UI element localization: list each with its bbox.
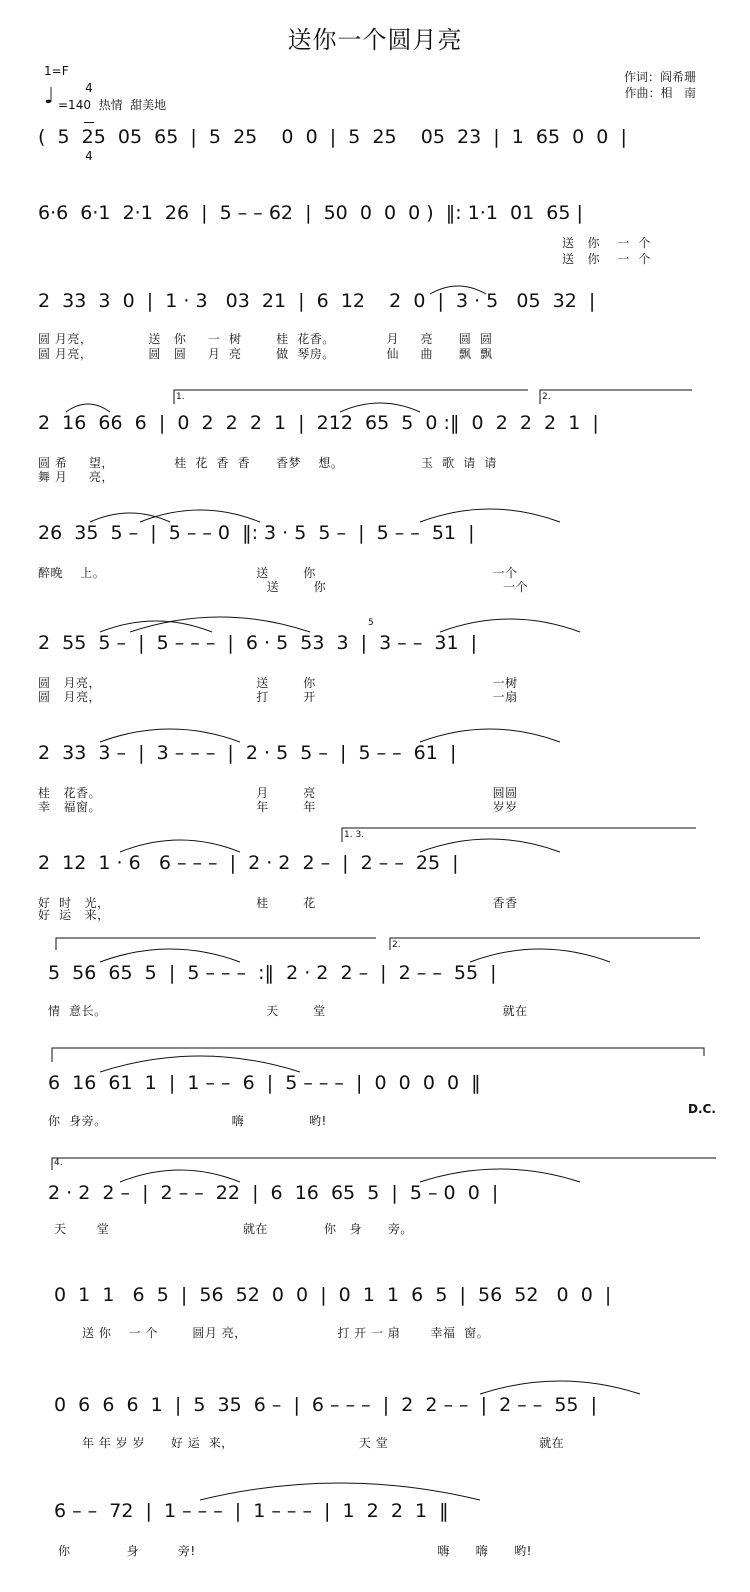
lyric-line: 送 你 一个	[38, 580, 529, 594]
lyric-line: 醉晚 上。 送 你 一个	[38, 566, 518, 580]
page-title: 送你一个圆月亮	[287, 26, 463, 54]
volta-label: 2.	[392, 940, 401, 950]
lyric-line: 年 年 岁 岁 好 运 来， 天 堂 就在	[82, 1436, 565, 1450]
slur	[100, 1056, 300, 1072]
volta-bracket	[52, 1048, 704, 1062]
volta-bracket	[390, 938, 700, 950]
lyric-line: 幸 福窗。 年 年 岁岁	[38, 800, 518, 814]
lyric-line: 送 你 一 个 圆月 亮， 打 开 一 扇 幸福 窗。	[82, 1326, 490, 1340]
notation-line: 2 · 2 2 – | 2 – – 22 | 6 16 65 5 | 5 – 0 0 |	[48, 1182, 499, 1204]
slur	[90, 513, 170, 522]
lyric-line: 圆 希 望， 桂 花 香 香 香梦 想。 玉 歌 请 请	[38, 456, 497, 470]
lyric-line: 舞 月 亮，	[38, 470, 114, 484]
volta-label: 2.	[542, 392, 551, 402]
lyric-line: 桂 花香。 月 亮 圆圆	[38, 786, 518, 800]
notation-line: 26 35 5 – | 5 – – 0 ‖: 3 · 5 5 – | 5 – – 51 |	[38, 522, 475, 544]
time-signature-bottom: 4	[85, 149, 93, 163]
lyric-line: 送 你 一 个	[562, 236, 651, 250]
slur	[100, 949, 240, 962]
time-signature	[84, 56, 94, 176]
notation-line: 6 – – 72 | 1 – – – | 1 – – – | 1 2 2 1 ‖	[54, 1500, 449, 1522]
da-capo-marking: D.C.	[688, 1102, 716, 1116]
notation-line: 5 56 65 5 | 5 – – – :‖ 2 · 2 2 – | 2 – – 55 |	[48, 962, 497, 984]
lyric-line: 好 时 光， 桂 花 香香	[38, 896, 518, 910]
lyric-line: 圆 月亮， 送 你 一树	[38, 676, 518, 690]
lyric-line: 你 身旁。 嗨 哟!	[48, 1114, 327, 1128]
volta-bracket	[174, 390, 528, 404]
slur	[130, 617, 310, 632]
slur	[66, 404, 110, 412]
lyric-line: 圆 月亮， 送 你 一 树 桂 花香。 月 亮 圆 圆	[38, 332, 493, 346]
tempo-marking: =140 热情 甜美地	[58, 98, 167, 112]
lyric-line: 圆 月亮， 打 开 一扇	[38, 690, 518, 704]
slur	[420, 509, 560, 522]
slur	[420, 729, 560, 742]
volta-label: 1. 3.	[344, 830, 365, 840]
composer-credit: 作曲：相 南	[624, 86, 696, 100]
time-signature-line	[84, 122, 94, 123]
slur	[340, 403, 420, 412]
notation-line: 2 33 3 0 | 1 · 3 03 21 | 6 12 2 0 | 3 · 5 05 32 |	[38, 290, 596, 312]
slur	[100, 621, 212, 632]
volta-bracket	[342, 828, 696, 842]
notation-line: 2 33 3 – | 3 – – – | 2 · 5 5 – | 5 – – 61 |	[38, 742, 457, 764]
slur	[120, 1170, 240, 1182]
volta-bracket	[56, 938, 376, 950]
lyric-line: 你 身 旁! 嗨 嗨 哟!	[58, 1544, 532, 1558]
lyric-line: 送 你 一 个	[562, 252, 651, 266]
volta-label: 1.	[176, 392, 185, 402]
notation-line: 2 12 1 · 6 6 – – – | 2 · 2 2 – | 2 – – 25 |	[38, 852, 459, 874]
grace-note: 5	[368, 618, 374, 628]
time-signature-top: 4	[85, 81, 93, 95]
volta-label: 4.	[54, 1158, 63, 1168]
lyric-line: 圆 月亮， 圆 圆 月 亮 做 琴房。 仙 曲 飘 飘	[38, 347, 493, 361]
notation-line: 6·6 6·1 2·1 26 | 5 – – 62 | 50 0 0 0 ) ‖: 1·1 01 65 |	[38, 202, 583, 224]
slur	[470, 949, 610, 962]
notation-line: ( 5 25 05 65 | 5 25 0 0 | 5 25 05 23 | 1 65 0 0 |	[38, 126, 627, 148]
notation-line: 0 6 6 6 1 | 5 35 6 – | 6 – – – | 2 2 – – | 2 – – 55 |	[54, 1394, 597, 1416]
slur	[200, 1483, 480, 1500]
quarter-note-icon: ♩	[44, 84, 55, 109]
lyric-line: 天 堂 就在 你 身 旁。	[54, 1222, 413, 1236]
slur	[100, 729, 240, 742]
volta-bracket	[540, 390, 692, 404]
slur	[120, 840, 240, 852]
key-signature: 1=F	[44, 64, 69, 78]
slur	[440, 619, 580, 632]
notation-line: 0 1 1 6 5 | 56 52 0 0 | 0 1 1 6 5 | 56 52 0 0 |	[54, 1284, 612, 1306]
lyric-line: 好 运 来，	[38, 908, 110, 922]
lyricist-credit: 作词：阎希珊	[623, 70, 696, 84]
lyric-line: 情 意长。 天 堂 就在	[48, 1004, 528, 1018]
notation-line: 2 55 5 – | 5 – – – | 6 · 5 53 3 | 3 – – 31 |	[38, 632, 478, 654]
notation-line: 6 16 61 1 | 1 – – 6 | 5 – – – | 0 0 0 0 ‖	[48, 1072, 481, 1094]
slur	[140, 510, 260, 522]
notation-line: 2 16 66 6 | 0 2 2 2 1 | 212 65 5 0 :‖ 0 2 2 2 1 |	[38, 412, 599, 434]
volta-bracket	[52, 1158, 716, 1170]
slur	[480, 1381, 640, 1394]
slur	[420, 1169, 580, 1182]
slur	[420, 839, 560, 852]
